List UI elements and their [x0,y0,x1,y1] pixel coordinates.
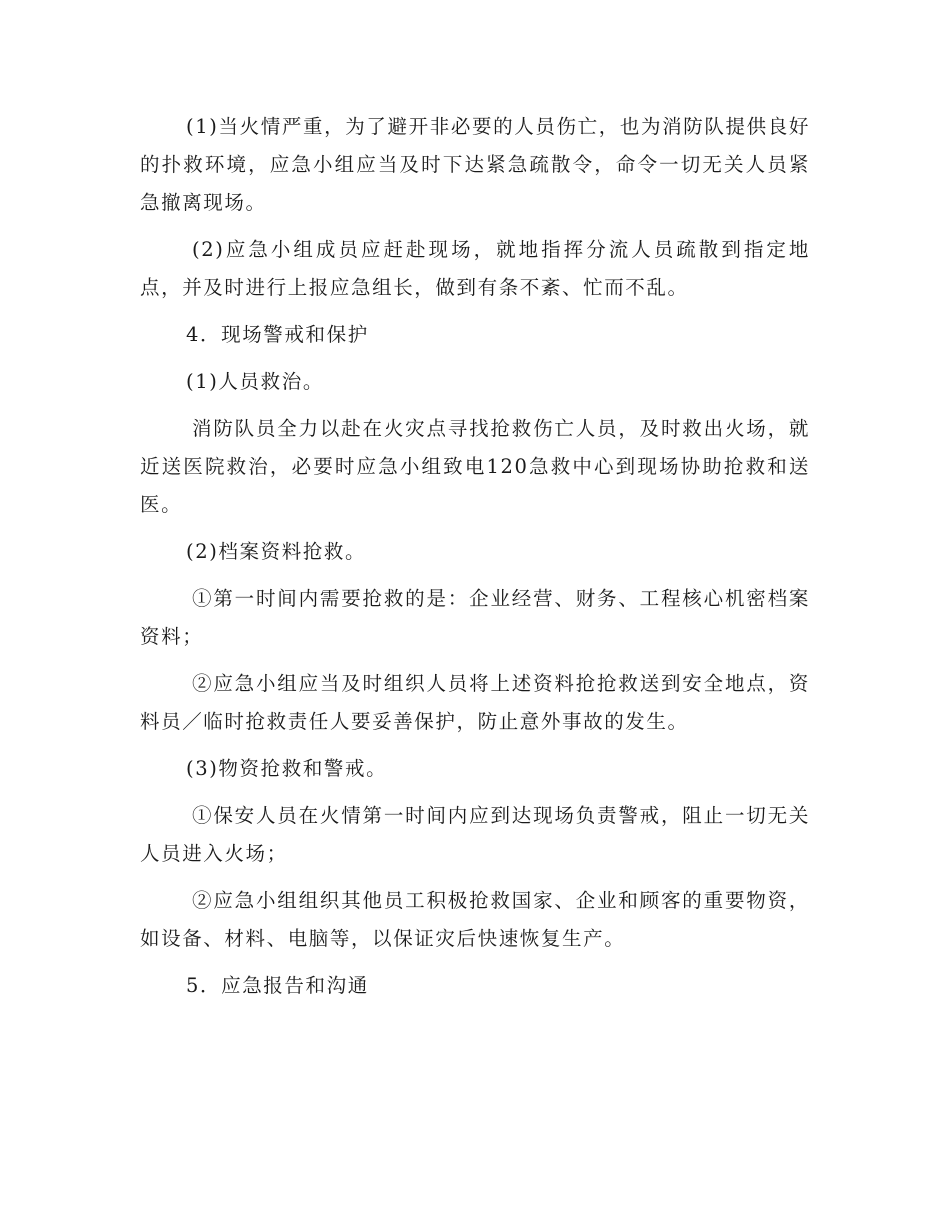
paragraph-archive-rescue-2: ②应急小组应当及时组织人员将上述资料抢抢救送到安全地点，资料员／临时抢救责任人要妥善保护，防止意外事故的发生。 [140,672,810,733]
paragraph-material-rescue-1: ①保安人员在火情第一时间内应到达现场负责警戒，阻止一切无关人员进入火场； [140,804,810,865]
section-heading-scene-guard: 4．现场警戒和保护 [186,323,369,346]
paragraph-archive-rescue-title: (2)档案资料抢救。 [186,540,367,563]
document-body [140,108,810,1014]
paragraph-personnel-rescue-title: (1)人员救治。 [186,370,324,393]
paragraph-personnel-rescue: 消防队员全力以赴在火灾点寻找抢救伤亡人员，及时救出火场，就近送医院救治，必要时应急小组致电120急救中心到现场协助抢救和送医。 [140,417,810,516]
paragraph-archive-rescue-1: ①第一时间内需要抢救的是：企业经营、财务、工程核心机密档案资料； [140,587,810,648]
paragraph-evacuation-order: (1)当火情严重，为了避开非必要的人员伤亡，也为消防队提供良好的扑救环境，应急小组应当及时下达紧急疏散令，命令一切无关人员紧急撤离现场。 [140,115,810,214]
paragraph-material-rescue-title: (3)物资抢救和警戒。 [186,757,388,780]
paragraph-team-dispatch: (2)应急小组成员应赶赴现场，就地指挥分流人员疏散到指定地点，并及时进行上报应急组长，做到有条不紊、忙而不乱。 [140,238,810,299]
section-heading-emergency-report: 5．应急报告和沟通 [186,974,369,997]
paragraph-material-rescue-2: ②应急小组组织其他员工积极抢救国家、企业和顾客的重要物资，如设备、材料、电脑等，以保证灾后快速恢复生产。 [140,889,810,950]
